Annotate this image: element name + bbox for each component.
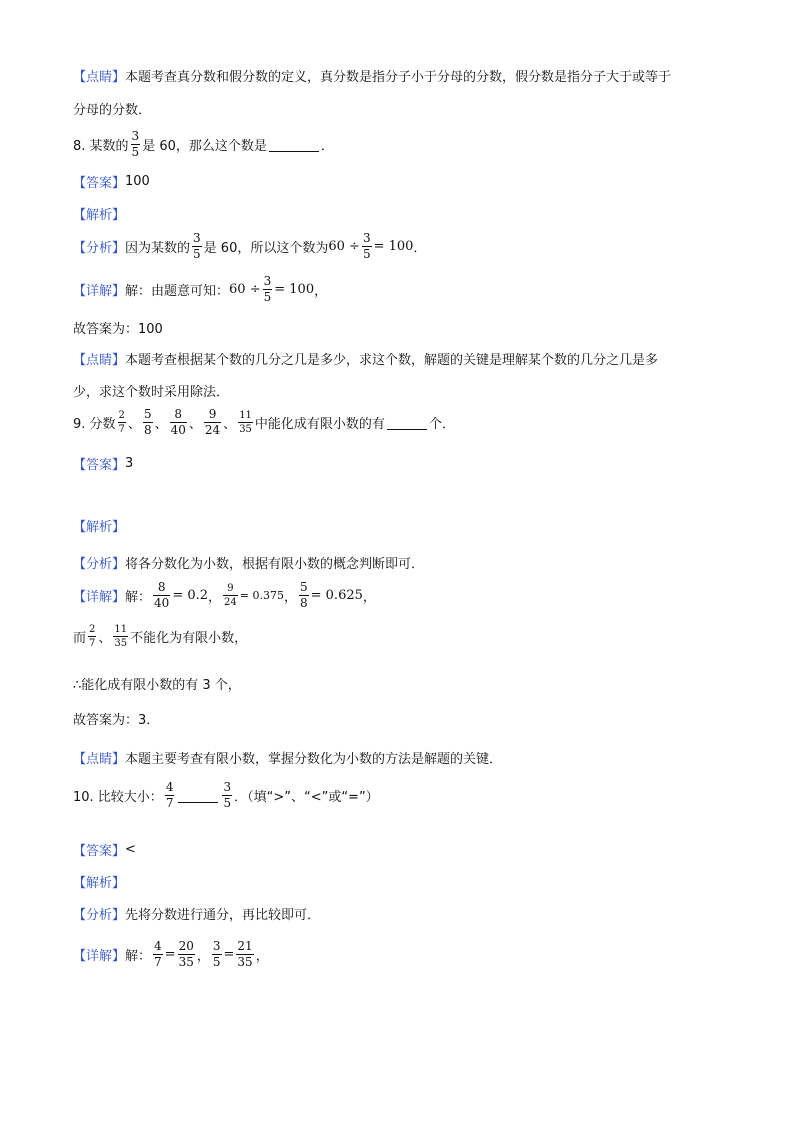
fraction-numerator: 11 (114, 624, 128, 635)
q9-line3 (73, 674, 241, 693)
q9-fenxi-line (73, 553, 424, 572)
fraction-denominator: 5 (131, 145, 140, 160)
q9-stem (73, 408, 455, 437)
q8-stem-suffix: ． (320, 139, 334, 155)
tag-xiangjie: 【详解】 (73, 949, 126, 965)
q9-answer-line (73, 454, 133, 473)
q9-line2 (73, 624, 247, 649)
q8-xiangjie-prefix: 解：由题意可知： (125, 284, 230, 300)
q8-stem-prefix: 8. 某数的 (73, 139, 129, 155)
fraction-denominator: 8 (143, 423, 152, 438)
fraction-denominator: 40 (170, 423, 186, 438)
q10-fenxi-text: 先将分数进行通分，再比较即可． (125, 908, 321, 923)
q10-eq1-right (178, 940, 195, 969)
q8-conclusion (73, 318, 163, 337)
fraction-denominator: 8 (300, 596, 308, 611)
q8-jiexi-line (73, 204, 125, 223)
comma: ， (283, 590, 297, 606)
fraction-denominator: 35 (237, 955, 253, 970)
q10-jiexi-line (73, 872, 125, 891)
tag-jiexi: 【解析】 (73, 876, 126, 891)
tag-xiangjie: 【详解】 (73, 284, 126, 300)
fraction-denominator: 35 (114, 638, 128, 649)
answer-blank[interactable] (387, 415, 427, 430)
fraction-numerator: 4 (165, 780, 174, 794)
separator: 、 (223, 417, 237, 433)
q8-xiangjie-expr-a: 60 ÷ (229, 282, 261, 298)
comma: ， (208, 590, 222, 606)
q9-conclusion (73, 709, 159, 728)
q10-eq2-left (212, 940, 222, 969)
q8-fenxi-line (73, 232, 426, 261)
q9-conclusion-text: 故答案为：3． (73, 713, 160, 728)
q8-dianjing-line1 (73, 349, 658, 368)
fraction-denominator: 24 (204, 423, 221, 438)
tag-fenxi: 【分析】 (73, 557, 126, 572)
answer-blank[interactable] (269, 137, 319, 152)
q9-eq2-fraction (223, 583, 238, 608)
q9-eq3-fraction (299, 581, 309, 610)
q10-answer: < (125, 842, 136, 857)
tag-daan: 【答案】 (73, 458, 126, 473)
q9-fraction-1 (118, 410, 126, 435)
fraction-denominator: 24 (224, 597, 237, 609)
fraction-numerator: 5 (300, 580, 308, 594)
q10-fenxi-line (73, 904, 320, 923)
q9-stem-mid: 中能化成有限小数的有 (254, 417, 385, 433)
q8-fenxi-fraction-2 (362, 232, 372, 261)
tag-xiangjie: 【详解】 (73, 590, 126, 606)
fraction-numerator: 2 (118, 410, 125, 422)
fraction-numerator: 8 (157, 580, 166, 594)
q9-fraction-5 (238, 410, 253, 435)
q9-line2-suffix: 不能化为有限小数， (130, 631, 248, 646)
fraction-numerator: 3 (263, 274, 272, 288)
fraction-numerator: 3 (193, 231, 201, 245)
comma: ， (255, 949, 269, 965)
q8-xiangjie-expr-b: = 100 (274, 282, 315, 298)
fraction-denominator: 5 (362, 247, 371, 262)
tag-jiexi: 【解析】 (73, 520, 126, 535)
fraction-denominator: 40 (154, 596, 170, 611)
fraction-denominator: 5 (263, 290, 272, 305)
tag-dianjing: 【点睛】 (73, 752, 126, 767)
q9-jiexi-line (73, 516, 125, 535)
q7-dianjing-text2: 分母的分数． (73, 103, 152, 118)
fraction-numerator: 5 (143, 407, 152, 421)
q8-xiangjie-fraction (263, 275, 273, 304)
q7-dianjing-line1 (73, 66, 671, 85)
q10-fraction-a (165, 781, 175, 810)
q8-stem-mid: 是 60，那么这个数是 (142, 139, 267, 155)
q8-conclusion-text: 故答案为：100 (73, 322, 163, 337)
q8-fenxi-expr-a: 60 ÷ (328, 239, 360, 255)
q10-stem-prefix: 10. 比较大小： (73, 790, 163, 806)
fraction-numerator: 9 (227, 583, 234, 595)
q9-fraction-2 (143, 408, 153, 437)
fraction-denominator: 7 (154, 955, 162, 970)
tag-fenxi: 【分析】 (73, 908, 126, 923)
fraction-numerator: 4 (154, 939, 162, 953)
q8-answer: 100 (125, 174, 150, 189)
fraction-numerator: 21 (237, 939, 253, 953)
tag-jiexi: 【解析】 (73, 208, 126, 223)
q9-line3-text: ∴能化成有限小数的有 3 个， (73, 678, 241, 693)
q9-stem-prefix: 9. 分数 (73, 417, 116, 433)
q10-eq1-left (153, 940, 163, 969)
q8-stem (73, 130, 334, 159)
q9-stem-suffix: 个． (428, 417, 455, 433)
q8-dianjing-text2: 少，求这个数时采用除法． (73, 385, 230, 400)
q9-eq2-result: = 0.375 (239, 589, 284, 603)
q10-xiangjie-line (73, 940, 269, 969)
comma: ， (196, 949, 210, 965)
equals-sign: = (164, 947, 176, 963)
fraction-denominator: 35 (239, 424, 252, 436)
q9-line2-prefix: 而 (73, 631, 87, 646)
q8-fenxi-suffix: ． (413, 241, 427, 257)
q8-dianjing-text1: 本题考查根据某个数的几分之几是多少，求这个数，解题的关键是理解某个数的几分之几是多 (125, 353, 659, 368)
separator: 、 (154, 417, 168, 433)
fraction-numerator: 9 (208, 407, 217, 421)
fraction-numerator: 8 (174, 407, 183, 421)
fraction-numerator: 20 (178, 939, 194, 953)
q9-xiangjie-line (73, 581, 376, 610)
fraction-denominator: 5 (223, 796, 232, 811)
separator: 、 (188, 417, 202, 433)
tag-daan: 【答案】 (73, 176, 126, 191)
tag-dianjing: 【点睛】 (73, 353, 126, 368)
q9-line2-fraction-1 (88, 624, 96, 649)
q10-answer-line (73, 840, 136, 859)
q7-dianjing-line2 (73, 99, 151, 118)
q8-xiangjie-suffix: ， (314, 284, 328, 300)
q9-fenxi-text: 将各分数化为小数，根据有限小数的概念判断即可． (125, 557, 425, 572)
equals-sign: = (223, 947, 235, 963)
answer-blank[interactable] (178, 788, 218, 803)
q9-fraction-3 (170, 408, 187, 437)
q9-fraction-4 (204, 408, 221, 437)
q8-fenxi-mid: 是 60，所以这个数为 (203, 241, 329, 257)
tag-dianjing: 【点睛】 (73, 70, 126, 85)
q8-fenxi-prefix: 因为某数的 (125, 241, 191, 257)
fraction-numerator: 3 (362, 231, 371, 245)
q10-eq2-right (236, 940, 253, 969)
q8-fenxi-expr-b: = 100 (373, 239, 414, 255)
q10-stem-suffix: ．（填“>”、“<”或“=”） (234, 790, 379, 806)
q8-fenxi-fraction (192, 232, 202, 261)
fraction-denominator: 5 (193, 247, 201, 262)
fraction-numerator: 11 (239, 410, 252, 422)
q9-answer: 3 (125, 456, 134, 471)
separator: 、 (98, 631, 112, 646)
q10-fraction-b (222, 781, 232, 810)
q9-eq3-result: = 0.625 (310, 588, 363, 604)
fraction-denominator: 7 (89, 638, 96, 649)
fraction-numerator: 2 (89, 624, 96, 635)
fraction-numerator: 3 (212, 939, 221, 953)
fraction-denominator: 35 (178, 955, 194, 970)
comma: ， (362, 590, 376, 606)
q8-stem-fraction (131, 130, 141, 159)
fraction-denominator: 7 (165, 796, 174, 811)
q10-stem (73, 781, 379, 810)
fraction-numerator: 3 (131, 129, 140, 143)
separator: 、 (127, 417, 141, 433)
q9-eq1-result: = 0.2 (172, 588, 209, 604)
q9-dianjing-line (73, 748, 502, 767)
q7-dianjing-text1: 本题考查真分数和假分数的定义，真分数是指分子小于分母的分数，假分数是指分子大于或等于 (125, 70, 672, 85)
fraction-denominator: 5 (212, 955, 221, 970)
q10-xiangjie-prefix: 解： (125, 949, 152, 965)
q9-eq1-fraction (153, 581, 170, 610)
q9-dianjing-text: 本题主要考查有限小数，掌握分数化为小数的方法是解题的关键． (125, 752, 503, 767)
tag-daan: 【答案】 (73, 844, 126, 859)
tag-fenxi: 【分析】 (73, 241, 126, 257)
fraction-numerator: 3 (223, 780, 232, 794)
fraction-denominator: 7 (118, 424, 125, 436)
q9-line2-fraction-2 (113, 624, 128, 649)
q8-answer-line (73, 172, 150, 191)
q9-xiangjie-prefix: 解： (125, 590, 152, 606)
q8-xiangjie-line (73, 275, 327, 304)
q8-dianjing-line2 (73, 381, 229, 400)
